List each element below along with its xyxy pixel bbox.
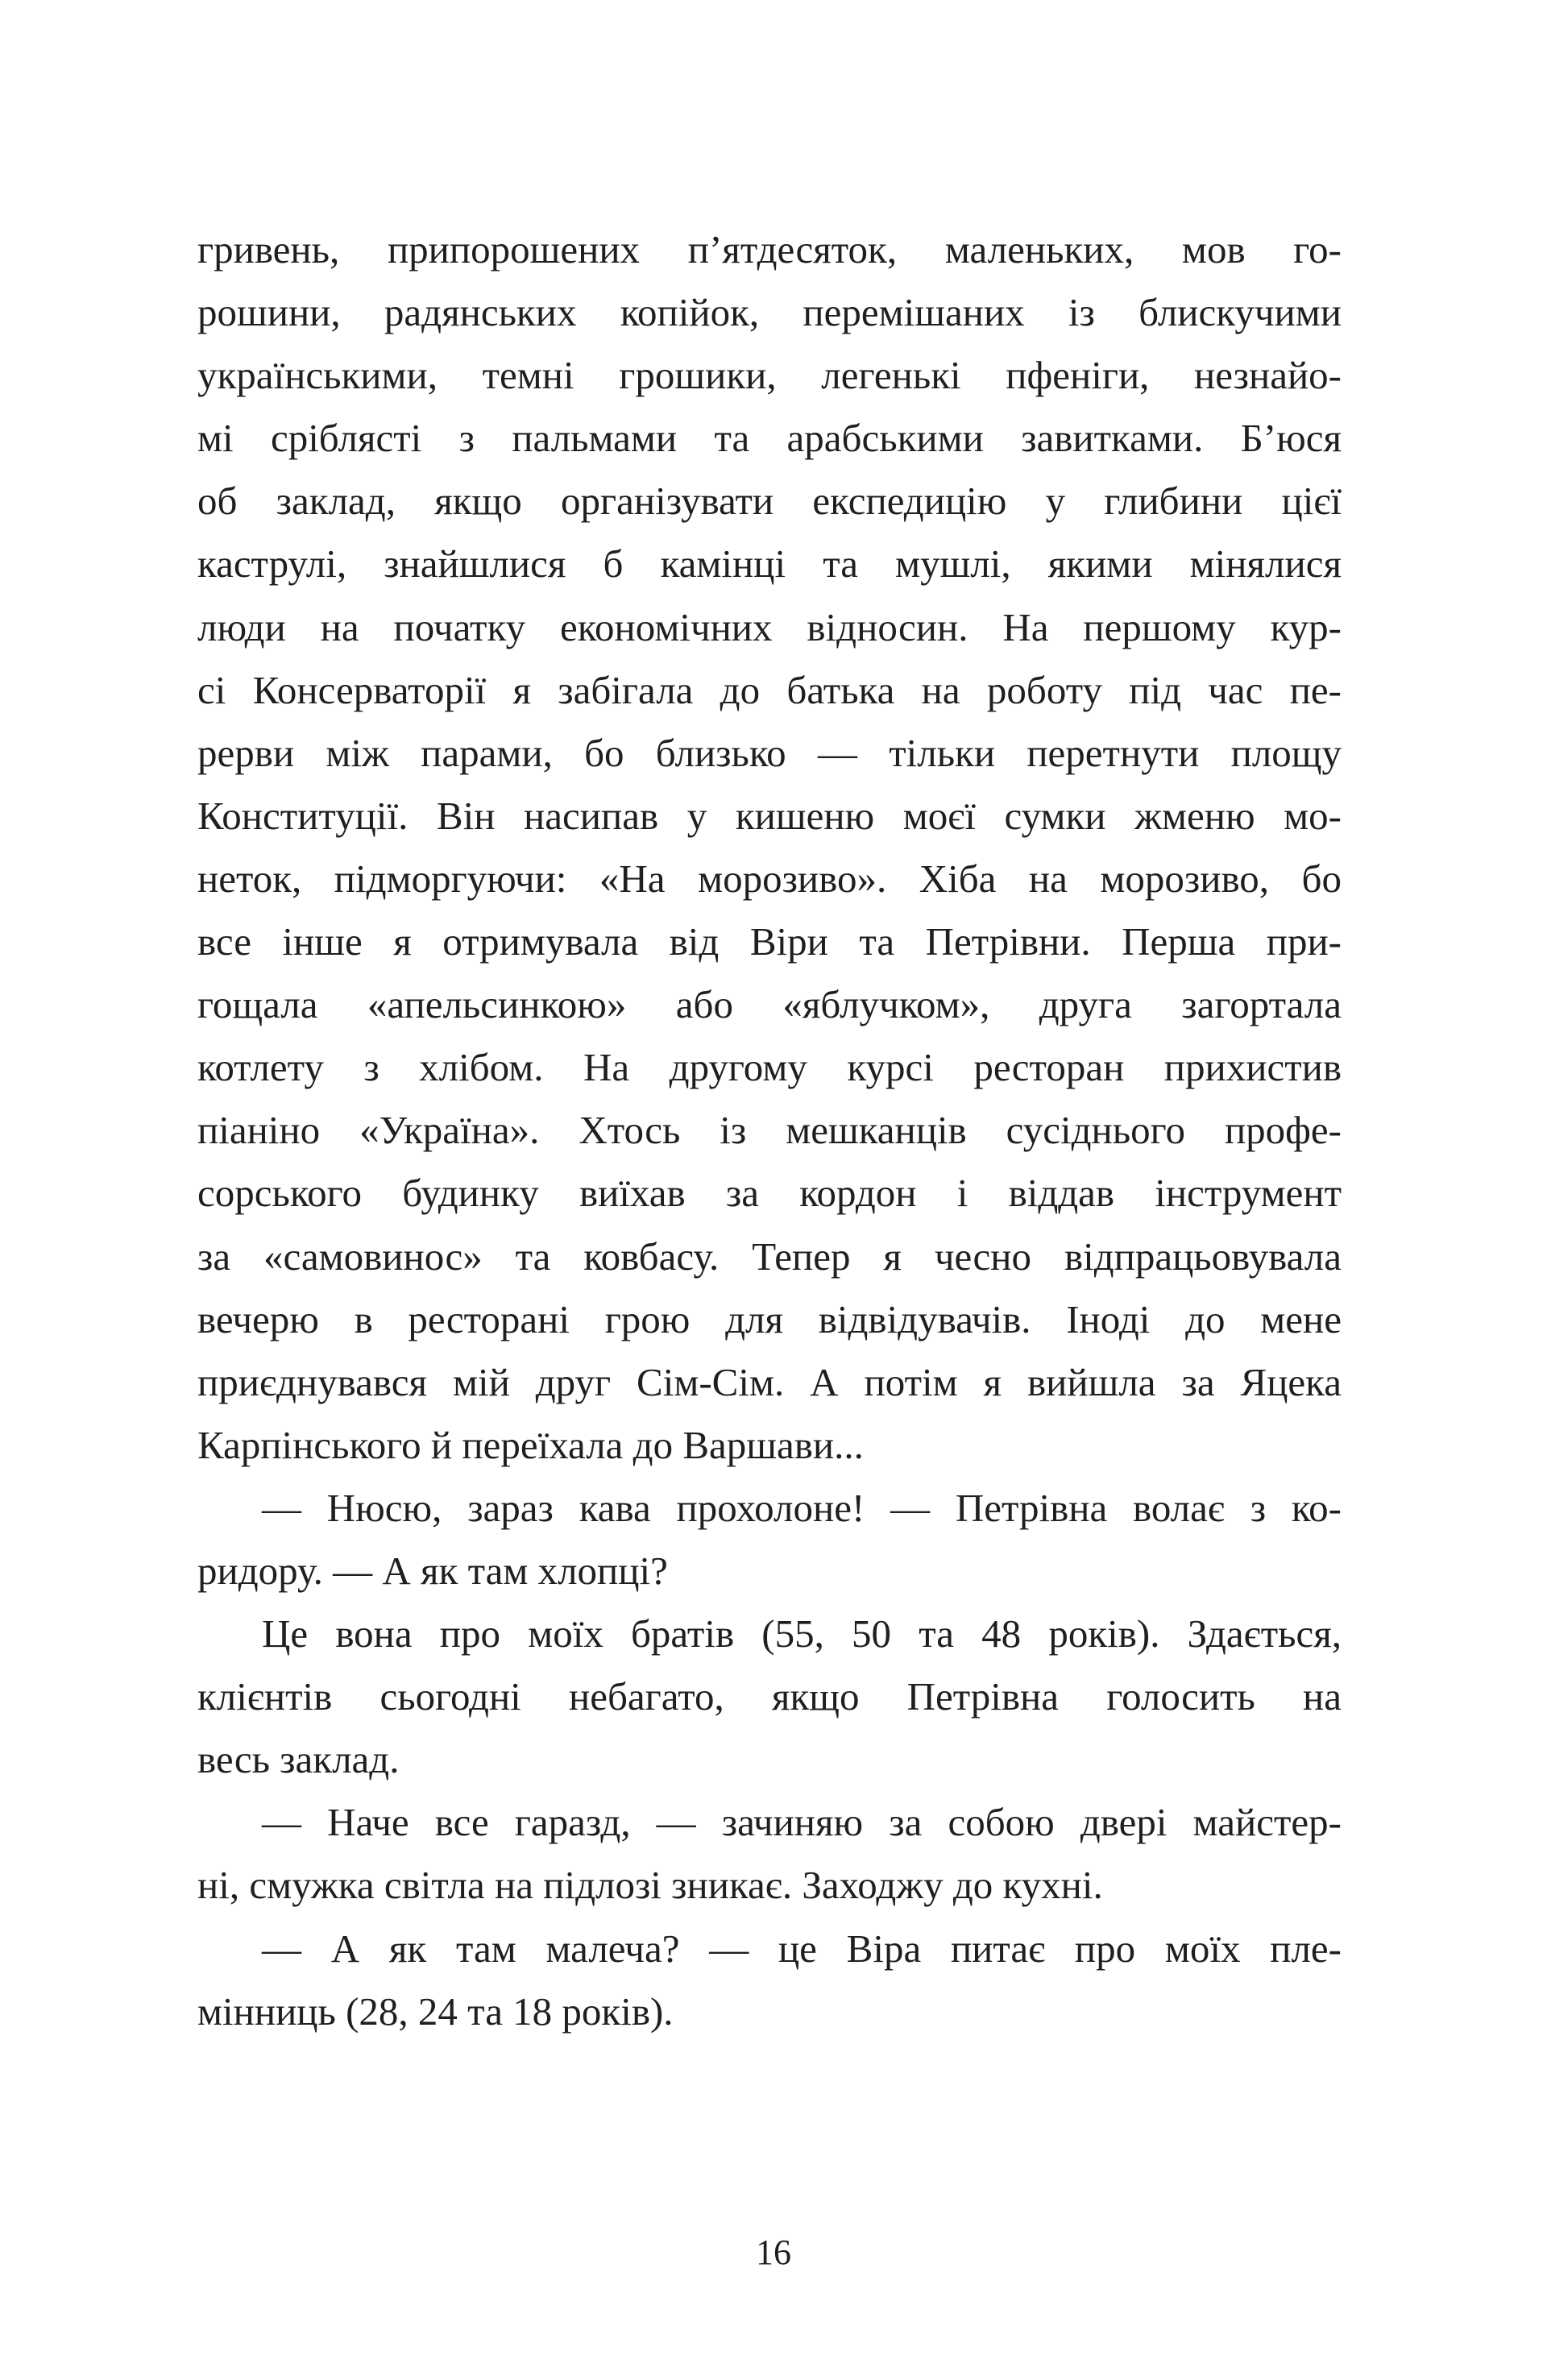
text-line: — А як там малеча? — це Віра питає про моїх пле- xyxy=(262,1926,1342,1971)
text-line: Це вона про моїх братів (55, 50 та 48 років). Здається, xyxy=(262,1611,1342,1656)
text-line: рерви між парами, бо близько — тільки перетнути площу xyxy=(197,730,1342,775)
text-line: рошини, радянських копійок, перемішаних із блискучими xyxy=(197,290,1342,335)
text-line: весь заклад. xyxy=(197,1737,400,1782)
page-body-text xyxy=(197,218,1342,2043)
text-line: сі Консерваторії я забігала до батька на роботу під час пе- xyxy=(197,667,1342,712)
text-line: люди на початку економічних відносин. На першому кур- xyxy=(197,604,1342,649)
page-number: 16 xyxy=(756,2233,791,2272)
text-line: Карпінського й переїхала до Варшави... xyxy=(197,1422,864,1467)
paragraph xyxy=(197,218,1342,1477)
text-line: все інше я отримувала від Віри та Петрівни. Перша при- xyxy=(197,919,1342,964)
text-line: сорського будинку виїхав за кордон і віддав інструмент xyxy=(197,1171,1342,1216)
text-line: вечерю в ресторані грою для відвідувачів. Іноді до мене xyxy=(197,1296,1342,1341)
paragraph xyxy=(197,1918,1342,2043)
text-line: клієнтів сьогодні небагато, якщо Петрівна голосить на xyxy=(197,1674,1342,1719)
text-line: котлету з хлібом. На другому курсі ресторан прихистив xyxy=(197,1045,1342,1090)
text-line: — Наче все гаразд, — зачиняю за собою двері майстер- xyxy=(262,1800,1342,1845)
text-line: об заклад, якщо організувати експедицію у глибини цієї xyxy=(197,479,1342,524)
text-line: за «самовинос» та ковбасу. Тепер я чесно відпрацьовувала xyxy=(197,1234,1342,1279)
paragraph xyxy=(197,1791,1342,1917)
text-line: приєднувався мій друг Сім-Сім. А потім я вийшла за Яцека xyxy=(197,1359,1342,1404)
text-line: піаніно «Україна». Хтось із мешканців сусіднього профе- xyxy=(197,1108,1342,1153)
text-line: ридору. — А як там хлопці? xyxy=(197,1548,668,1593)
text-line: Конституції. Він насипав у кишеню моєї сумки жменю мо- xyxy=(197,793,1342,838)
text-line: неток, підморгуючи: «На морозиво». Хіба на морозиво, бо xyxy=(197,856,1342,901)
paragraph xyxy=(197,1477,1342,1603)
text-line: гощала «апельсинкою» або «яблучком», друга загортала xyxy=(197,982,1342,1027)
text-line: мінниць (28, 24 та 18 років). xyxy=(197,1988,674,2034)
paragraph xyxy=(197,1603,1342,1791)
text-line: мі сріблясті з пальмами та арабськими завитками. Б’юся xyxy=(197,416,1342,461)
text-line: каструлі, знайшлися б камінці та мушлі, якими мінялися xyxy=(197,541,1342,587)
text-line: ні, смужка світла на підлозі зникає. Заходжу до кухні. xyxy=(197,1863,1103,1908)
text-line: українськими, темні грошики, легенькі пфеніги, незнайо- xyxy=(197,353,1342,398)
text-line: — Нюсю, зараз кава прохолоне! — Петрівна волає з ко- xyxy=(262,1485,1342,1530)
text-line: гривень, припорошених п’ятдесяток, маленьких, мов го- xyxy=(197,227,1342,272)
